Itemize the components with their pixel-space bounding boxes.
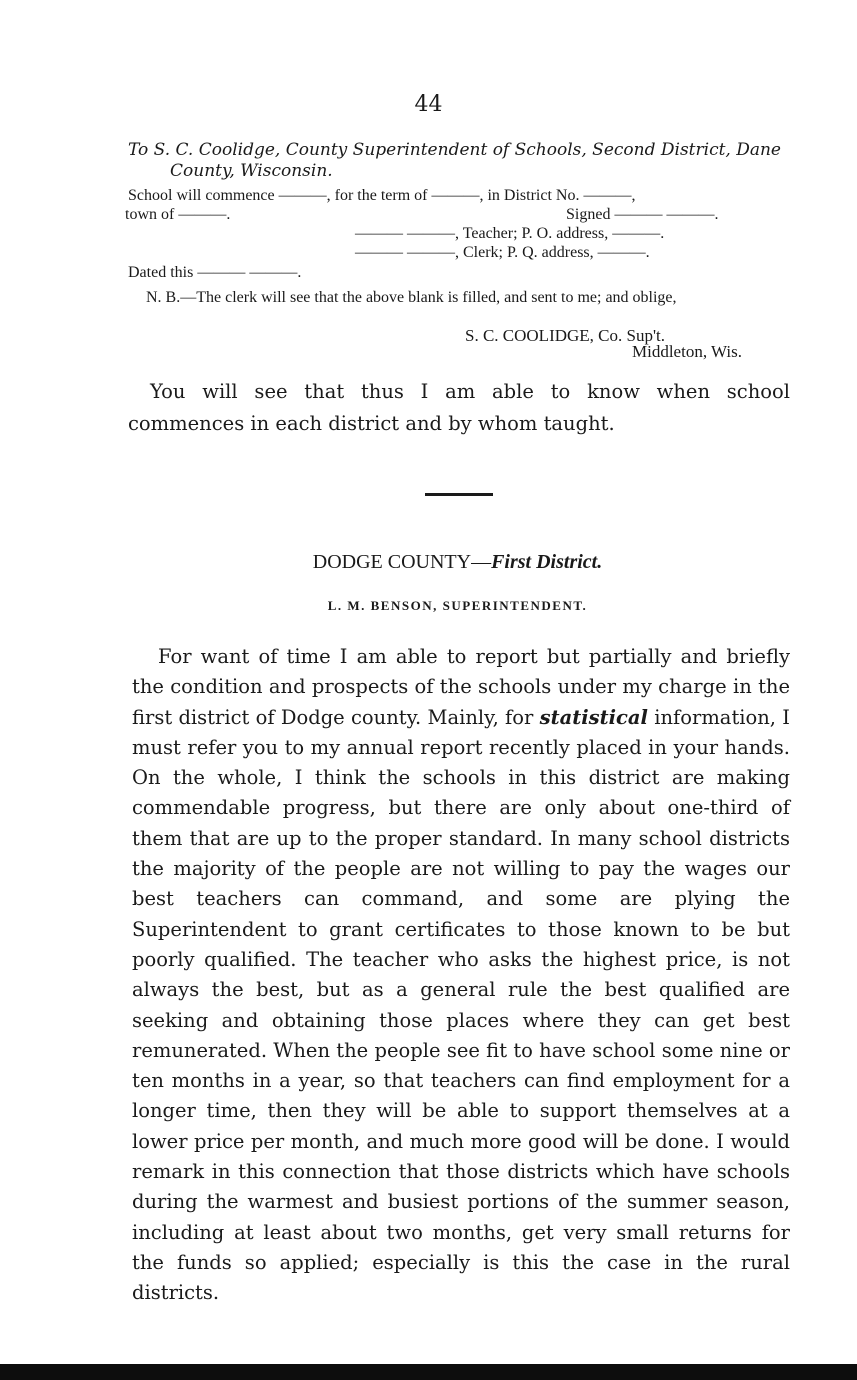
signature-place: Middleton, Wis. <box>632 342 742 361</box>
signature-name: S. C. COOLIDGE, Co. Sup't. <box>465 326 665 345</box>
body-text-start: For want of time I am able to report but partially and briefly the condition and prospects of the schools under my charge in the first district of Dodge county. Mainly, for <box>132 645 790 729</box>
section-title-district: First District. <box>491 551 603 573</box>
body-text-emphasis: statistical <box>539 705 648 729</box>
form-line-signed: Signed ——— ———. <box>566 206 719 223</box>
address-line: County, Wisconsin. <box>170 161 333 181</box>
form-line-town: town of ———. <box>125 206 231 223</box>
section-title-county: DODGE COUNTY— <box>312 551 492 573</box>
section-divider <box>425 493 493 496</box>
report-paragraph <box>132 642 790 1309</box>
form-line-dated: Dated this ——— ———. <box>128 264 302 281</box>
nota-bene <box>128 288 790 308</box>
closing-paragraph: You will see that thus I am able to know when school commences in each district and by whom taught. <box>128 380 790 435</box>
address-line: To S. C. Coolidge, County Superintendent of Schools, Second District, Dane <box>128 140 781 160</box>
body-text-rest: information, I must refer you to my annual report recently placed in your hands. On the whole, I think the schools in this district are making commendable progress, but there are only about one-third of them that are up to the proper standard. In many school districts the majority of the people are not willing to pay the wages our best teachers can command, and some are plying the Superintendent to grant certificates to those known to be but poorly qualified. The teacher who asks the highest price, is not always the best, but as a general rule the best qualified are seeking and obtaining those places where they can get best remunerated. When the people see fit to have school some nine or ten months in a year, so that teachers can find employment for a longer time, then they will be able to support themselves at a lower price per month, and much more good will be done. I would remark in this connection that those districts which have schools during the warmest and busiest portions of the summer season, including at least about two months, get very small returns for the funds so applied; especially is this the case in the rural districts. <box>132 705 790 1305</box>
scan-edge-bar <box>0 1364 857 1380</box>
form-line-clerk: ——— ———, Clerk; P. Q. address, ———. <box>355 244 650 261</box>
form-line-commence: School will commence ———, for the term of ———, in District No. ———, <box>128 187 636 204</box>
nota-bene-text: N. B.—The clerk will see that the above blank is filled, and sent to me; and oblige, <box>146 289 677 306</box>
form-line-teacher: ——— ———, Teacher; P. O. address, ———. <box>355 225 665 242</box>
superintendent-byline: L. M. BENSON, SUPERINTENDENT. <box>327 598 588 613</box>
section-title <box>0 551 857 574</box>
report-body <box>132 642 790 1309</box>
letter-address <box>128 140 781 182</box>
page-number: 44 <box>414 92 443 117</box>
